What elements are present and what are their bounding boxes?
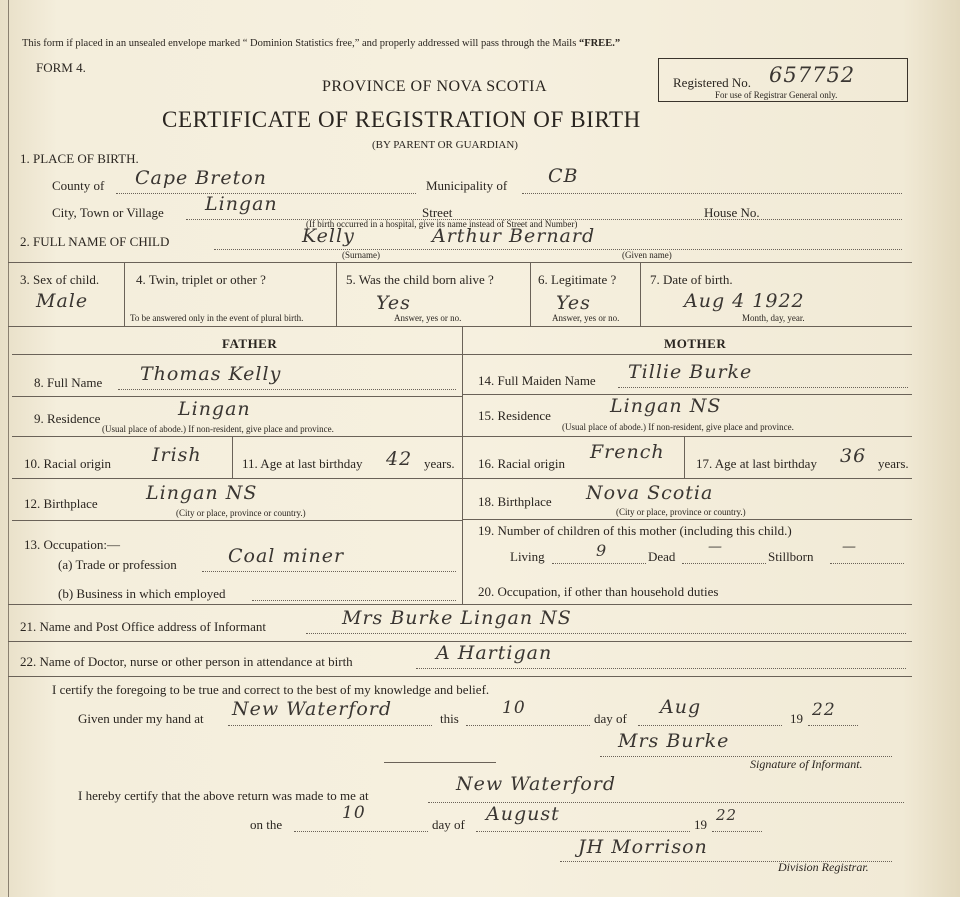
mother-name-line (618, 387, 908, 388)
certify-month-value: Aug (660, 696, 702, 718)
rule-center (462, 326, 463, 604)
certify-year-line (808, 725, 858, 726)
registrar-day-of-label: day of (432, 817, 465, 832)
dead-line (682, 563, 766, 564)
sex-label: 3. Sex of child. (20, 272, 100, 287)
business-line (252, 600, 456, 601)
rule-f-age (232, 436, 233, 478)
county-label: County of (52, 178, 105, 193)
given-caption: (Given name) (622, 250, 672, 260)
alive-label: 5. Was the child born alive ? (346, 272, 494, 287)
left-border (8, 0, 9, 897)
mother-name-label: 14. Full Maiden Name (478, 373, 596, 388)
province-heading: PROVINCE OF NOVA SCOTIA (322, 78, 548, 95)
certify-year-prefix: 19 (790, 711, 803, 726)
rule-f1 (12, 396, 462, 397)
registrar-day-value: 10 (342, 803, 366, 823)
street-label: Street (422, 205, 453, 220)
father-years: years. (424, 456, 455, 471)
doctor-line (416, 668, 906, 669)
stillborn-value: — (842, 539, 857, 555)
mother-heading: MOTHER (664, 336, 727, 351)
mother-occupation-label: 20. Occupation, if other than household duties (478, 584, 719, 599)
registered-box (658, 58, 908, 102)
legit-value: Yes (556, 292, 591, 314)
informant-value: Mrs Burke Lingan NS (342, 607, 572, 629)
mother-birthplace-label: 18. Birthplace (478, 494, 552, 509)
mother-racial-label: 16. Racial origin (478, 456, 566, 471)
mother-birthplace-value: Nova Scotia (586, 482, 714, 504)
registrar-year-prefix: 19 (694, 817, 707, 832)
informant-sig-caption: Signature of Informant. (750, 757, 863, 771)
registrar-month-line (476, 831, 690, 832)
rule-row3-v4 (640, 262, 641, 326)
given-place-line (228, 725, 432, 726)
stillborn-line (830, 563, 904, 564)
mother-birthplace-note: (City or place, province or country.) (616, 507, 746, 517)
form-number: FORM 4. (36, 60, 86, 75)
child-name-line (214, 249, 902, 250)
registrar-place-value: New Waterford (456, 773, 617, 795)
sig-divider (384, 762, 496, 763)
father-racial-label: 10. Racial origin (24, 456, 112, 471)
registrar-sig-caption: Division Registrar. (778, 860, 869, 874)
informant-signature: Mrs Burke (618, 730, 730, 752)
legit-label: 6. Legitimate ? (538, 272, 617, 287)
surname-caption: (Surname) (342, 250, 380, 260)
father-name-label: 8. Full Name (34, 375, 103, 390)
child-given-value: Arthur Bernard (432, 225, 596, 247)
rule-f2 (12, 436, 462, 437)
given-under-label: Given under my hand at (78, 711, 204, 726)
father-birthplace-note: (City or place, province or country.) (176, 508, 306, 518)
doctor-value: A Hartigan (436, 642, 553, 664)
city-label: City, Town or Village (52, 205, 164, 220)
mother-res-note: (Usual place of abode.) If non-resident, give place and province. (562, 422, 794, 432)
certify-statement: I certify the foregoing to be true and correct to the best of my knowledge and belief. (52, 682, 490, 697)
twin-label: 4. Twin, triplet or other ? (136, 272, 266, 287)
rule-m2 (462, 436, 912, 437)
rule-row3-v3 (530, 262, 531, 326)
father-name-value: Thomas Kelly (140, 363, 282, 385)
rule-m4 (462, 519, 912, 520)
dead-value: — (708, 539, 723, 555)
registered-number: 657752 (769, 63, 856, 87)
father-birthplace-label: 12. Birthplace (24, 496, 98, 511)
informant-label: 21. Name and Post Office address of Informant (20, 619, 266, 634)
place-of-birth-label: 1. PLACE OF BIRTH. (20, 151, 139, 166)
this-label: this (440, 711, 459, 726)
registrar-year-line (712, 831, 762, 832)
rule-row3-bottom (8, 326, 912, 327)
mother-res-label: 15. Residence (478, 408, 551, 423)
alive-note: Answer, yes or no. (394, 313, 462, 323)
rule-row3-v2 (336, 262, 337, 326)
rule-row3-top (8, 262, 912, 263)
mother-years: years. (878, 456, 909, 471)
business-label: (b) Business in which employed (58, 586, 226, 601)
registrar-month-value: August (486, 803, 560, 825)
given-place-value: New Waterford (232, 698, 393, 720)
father-heading: FATHER (222, 336, 278, 351)
registered-label: Registered No. (673, 75, 751, 90)
living-line (552, 563, 646, 564)
father-racial-value: Irish (152, 444, 202, 466)
mail-notice-free: “FREE.” (578, 38, 621, 49)
doctor-label: 22. Name of Doctor, nurse or other person in attendance at birth (20, 654, 353, 669)
house-label: House No. (704, 205, 760, 220)
registrar-day-line (294, 831, 428, 832)
child-name-label: 2. FULL NAME OF CHILD (20, 234, 170, 249)
certify-day-line (466, 725, 590, 726)
mother-age-label: 17. Age at last birthday (696, 456, 817, 471)
rule-f3 (12, 478, 462, 479)
trade-label: (a) Trade or profession (58, 557, 177, 572)
living-label: Living (510, 549, 545, 564)
mail-notice (22, 38, 620, 49)
registrar-year-value: 22 (716, 806, 738, 824)
twin-note: To be answered only in the event of plural birth. (130, 313, 304, 323)
dob-label: 7. Date of birth. (650, 272, 733, 287)
child-surname-value: Kelly (302, 225, 355, 247)
father-res-note: (Usual place of abode.) If non-resident, give place and province. (102, 424, 334, 434)
registrar-statement: I hereby certify that the above return was made to me at (78, 788, 369, 803)
father-birthplace-value: Lingan NS (146, 482, 258, 504)
certify-month-line (638, 725, 782, 726)
county-value: Cape Breton (135, 167, 267, 189)
mother-age-value: 36 (840, 445, 867, 467)
municipality-value: CB (548, 165, 579, 187)
mother-name-value: Tillie Burke (628, 361, 753, 383)
city-value: Lingan (205, 193, 278, 215)
street-note: (If birth occurred in a hospital, give its name instead of Street and Number) (306, 219, 578, 229)
certificate-subtitle: (BY PARENT OR GUARDIAN) (372, 139, 518, 151)
father-age-label: 11. Age at last birthday (242, 456, 363, 471)
mother-res-value: Lingan NS (610, 395, 722, 417)
certificate-title: CERTIFICATE OF REGISTRATION OF BIRTH (162, 107, 641, 132)
dob-note: Month, day, year. (742, 313, 805, 323)
rule-heading (12, 354, 912, 355)
living-value: 9 (596, 541, 608, 560)
municipality-line (522, 193, 902, 194)
occupation-label: 13. Occupation:— (24, 537, 121, 552)
stillborn-label: Stillborn (768, 549, 814, 564)
trade-value: Coal miner (228, 545, 345, 567)
father-name-line (118, 389, 456, 390)
father-res-label: 9. Residence (34, 411, 101, 426)
children-label: 19. Number of children of this mother (including this child.) (478, 523, 792, 538)
father-age-value: 42 (386, 448, 413, 470)
informant-line (306, 633, 906, 634)
alive-value: Yes (376, 292, 411, 314)
rule-row3-v1 (124, 262, 125, 326)
rule-m3 (462, 478, 912, 479)
dead-label: Dead (648, 549, 676, 564)
certify-year-value: 22 (812, 700, 836, 720)
mother-racial-value: French (590, 441, 665, 463)
certify-day-of-label: day of (594, 711, 627, 726)
rule-m-age (684, 436, 685, 478)
legit-note: Answer, yes or no. (552, 313, 620, 323)
trade-line (202, 571, 456, 572)
rule-f4 (12, 520, 462, 521)
on-the-label: on the (250, 817, 283, 832)
dob-value: Aug 4 1922 (684, 290, 805, 312)
certify-day-value: 10 (502, 698, 526, 718)
registrar-signature: JH Morrison (578, 836, 708, 858)
rule-doctor (8, 676, 912, 677)
mail-notice-text: This form if placed in an unsealed envelope marked “ Dominion Statistics free,” and properly addressed will pass through the Mails (22, 38, 577, 49)
rule-table-bottom (8, 604, 912, 605)
municipality-label: Municipality of (426, 178, 508, 193)
registrar-only-note: For use of Registrar General only. (715, 90, 838, 100)
father-res-value: Lingan (178, 398, 251, 420)
sex-value: Male (36, 290, 89, 312)
